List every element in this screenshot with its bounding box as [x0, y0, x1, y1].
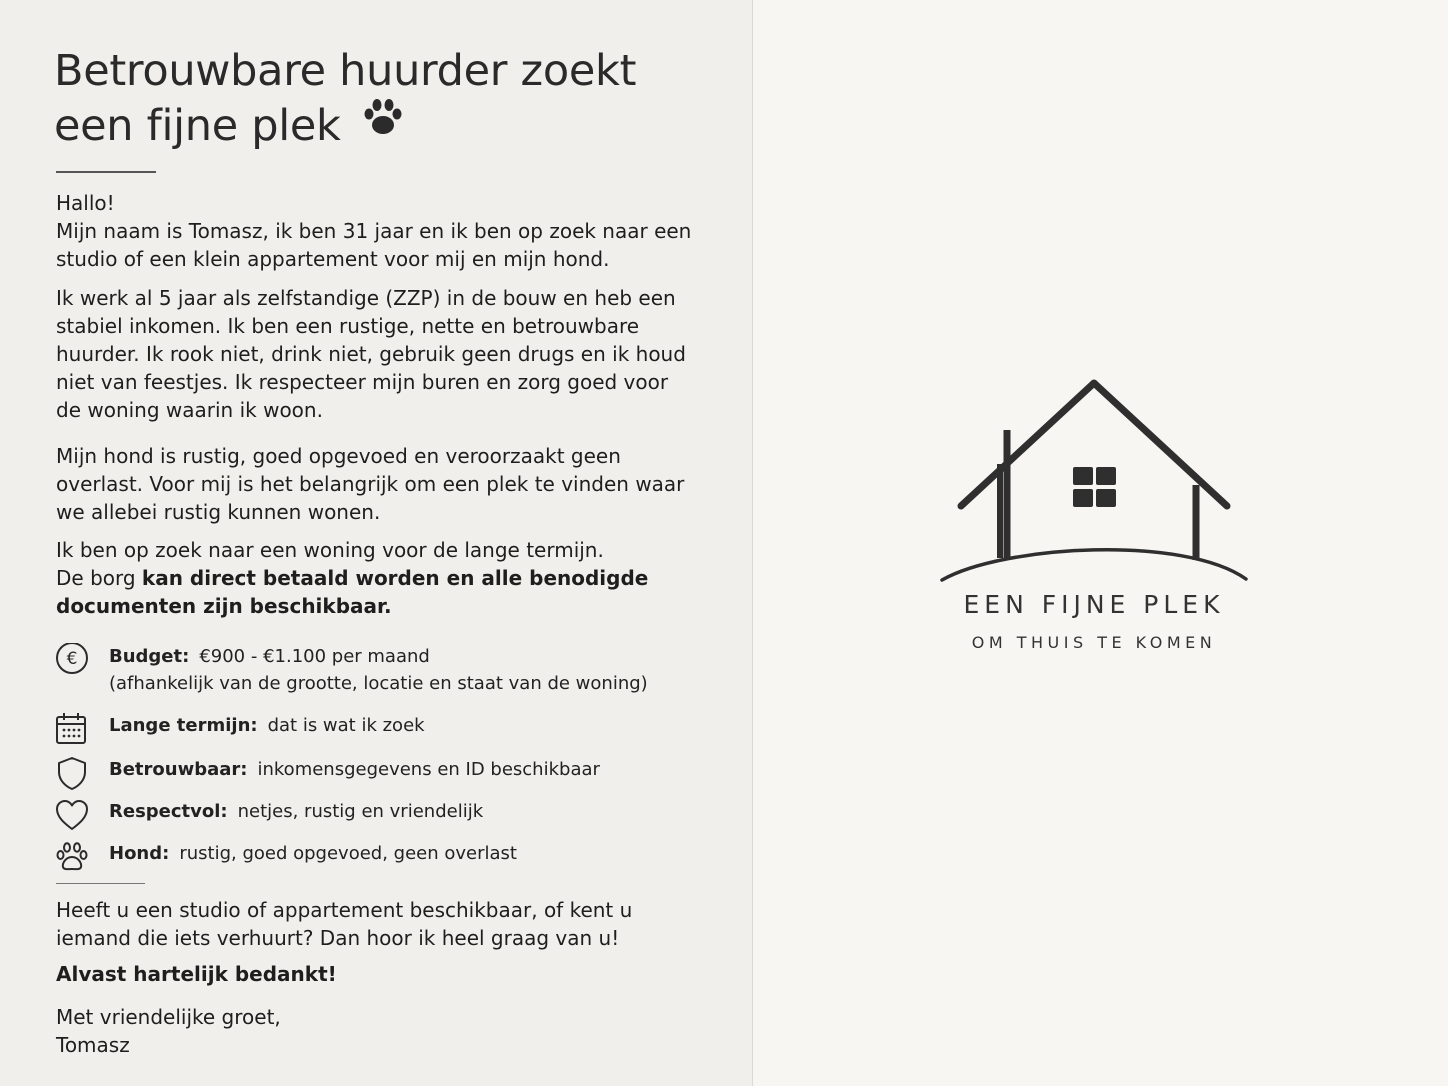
- feature-label: Budget:: [109, 646, 190, 667]
- feature-reliable-text: [109, 756, 600, 783]
- heart-icon: [54, 798, 90, 834]
- title-line-1: Betrouwbare huurder zoekt: [54, 46, 637, 96]
- feature-long-term: [54, 712, 714, 748]
- dog-paragraph: Mijn hond is rustig, goed opgevoed en veroorzaakt geen overlast. Voor mij is het belangrijk om een plek te vinden waar we allebei rustig kunnen wonen.: [56, 444, 685, 524]
- signer-name: Tomasz: [56, 1033, 130, 1057]
- feature-value: netjes, rustig en vriendelijk: [237, 801, 484, 822]
- paw-icon: [360, 94, 406, 154]
- house-icon: [934, 375, 1254, 585]
- signature: [56, 1003, 696, 1059]
- closing-thanks: Alvast hartelijk bedankt!: [56, 962, 337, 986]
- feature-label: Hond:: [109, 843, 170, 864]
- deposit-line: [56, 564, 696, 620]
- euro-circle-icon: [54, 643, 90, 679]
- feature-dog: [54, 840, 714, 876]
- feature-value: rustig, goed opgevoed, geen overlast: [179, 843, 517, 864]
- shield-icon: [54, 756, 90, 792]
- logo-panel: [754, 0, 1448, 1086]
- feature-budget-text: [109, 643, 648, 697]
- brand-name: EEN FIJNE PLEK: [963, 590, 1225, 619]
- feature-dog-text: [109, 840, 517, 867]
- page-title: [54, 44, 714, 154]
- paw-icon: [54, 840, 90, 876]
- feature-note: (afhankelijk van de grootte, locatie en staat van de woning): [109, 673, 648, 694]
- svg-text:€: €: [66, 649, 78, 669]
- feature-label: Respectvol:: [109, 801, 228, 822]
- feature-value: dat is wat ik zoek: [267, 715, 425, 736]
- closing-divider: [56, 883, 145, 884]
- intro-text: Mijn naam is Tomasz, ik ben 31 jaar en ik ben op zoek naar een studio of een klein appartement voor mij en mijn hond.: [56, 219, 692, 271]
- feature-value: inkomensgegevens en ID beschikbaar: [257, 759, 600, 780]
- feature-budget: [54, 643, 714, 703]
- closing-question: Heeft u een studio of appartement beschikbaar, of kent u iemand die iets verhuurt? Dan hoor ik heel graag van u!: [56, 898, 633, 950]
- greeting: Hallo!: [56, 191, 115, 215]
- calendar-icon: [54, 712, 90, 748]
- title-divider: [56, 171, 156, 173]
- term-paragraph: [56, 536, 696, 620]
- feature-long-term-text: [109, 712, 425, 739]
- brand-tagline: OM THUIS TE KOMEN: [971, 633, 1217, 652]
- feature-value: €900 - €1.100 per maand: [199, 646, 430, 667]
- intro-paragraph: [56, 189, 696, 273]
- feature-respectful: [54, 798, 714, 834]
- term-line: Ik ben op zoek naar een woning voor de lange termijn.: [56, 538, 604, 562]
- deposit-prefix: De borg: [56, 566, 142, 590]
- regards: Met vriendelijke groet,: [56, 1005, 281, 1029]
- feature-label: Lange termijn:: [109, 715, 258, 736]
- deposit-emphasis: kan direct betaald worden en alle benodigde documenten zijn beschikbaar.: [56, 566, 649, 618]
- feature-reliable: [54, 756, 714, 792]
- feature-respectful-text: [109, 798, 483, 825]
- work-paragraph: Ik werk al 5 jaar als zelfstandige (ZZP) in de bouw en heb een stabiel inkomen. Ik ben een rustige, nette en betrouwbare huurder. Ik rook niet, drink niet, gebruik geen drugs en ik houd niet van feestjes. Ik respecteer mijn buren en zorg goed voor de woning waarin ik woon.: [56, 286, 686, 422]
- feature-label: Betrouwbaar:: [109, 759, 248, 780]
- title-line-2: een fijne plek: [54, 101, 341, 151]
